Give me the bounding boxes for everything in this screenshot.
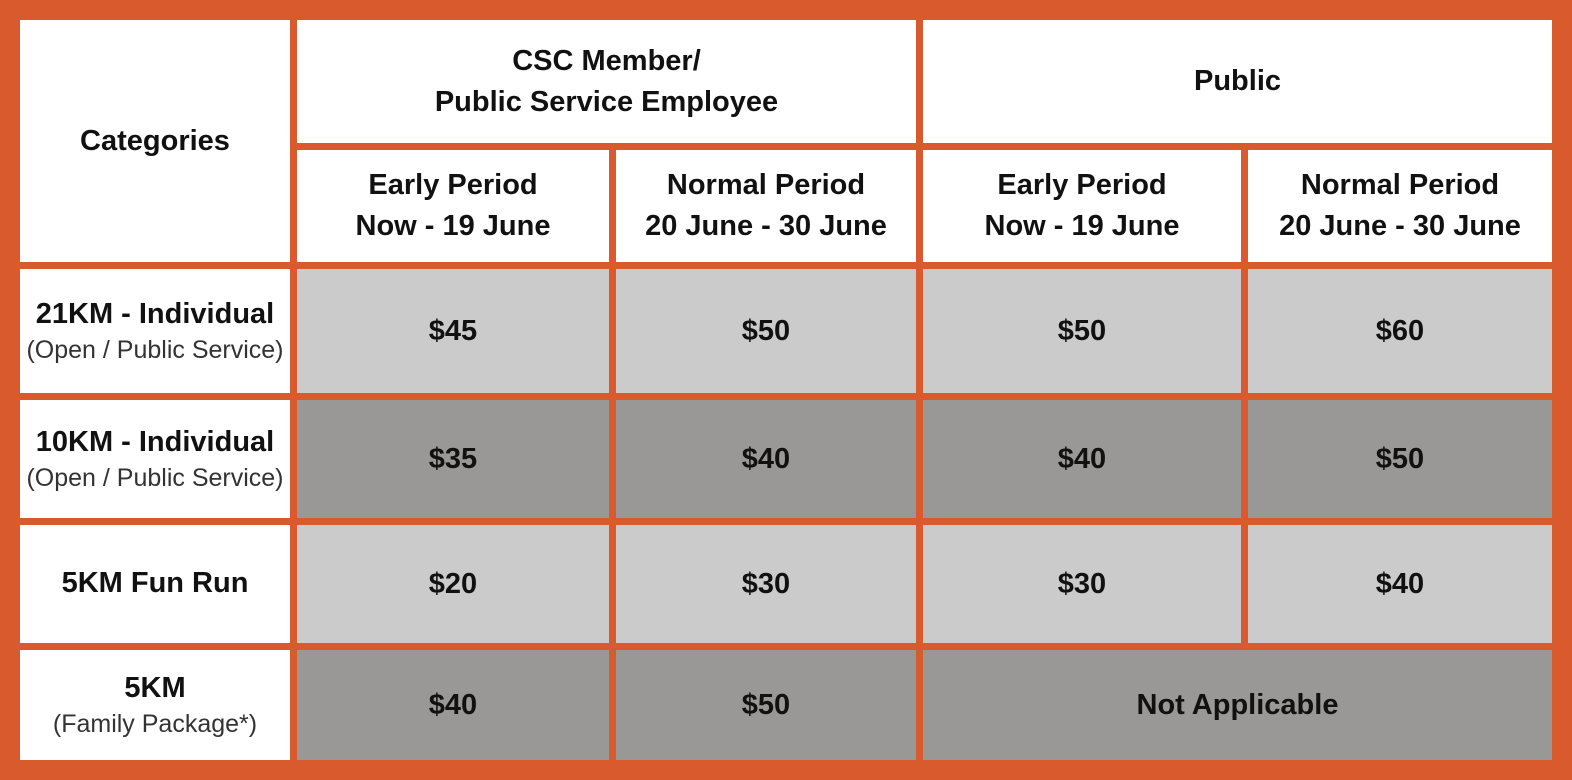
group-header-csc-member xyxy=(297,20,916,143)
category-subtitle: (Open / Public Service) xyxy=(26,336,284,365)
period-header-public-normal xyxy=(1248,150,1552,262)
price-cell xyxy=(297,650,609,760)
price-cell xyxy=(297,525,609,643)
price-value: $50 xyxy=(1057,314,1107,347)
price-cell xyxy=(1248,400,1552,518)
category-title: 21KM - Individual xyxy=(35,298,275,331)
period-name: Early Period xyxy=(997,169,1167,202)
price-cell xyxy=(1248,269,1552,393)
period-dates: Now - 19 June xyxy=(355,210,551,242)
categories-header-label: Categories xyxy=(80,124,230,157)
category-title: 5KM Fun Run xyxy=(61,567,249,600)
price-value: $50 xyxy=(1375,442,1425,475)
group-header-public-label: Public xyxy=(1193,65,1281,98)
price-value: $40 xyxy=(428,688,478,721)
price-cell xyxy=(923,269,1241,393)
period-header-public-early xyxy=(923,150,1241,262)
price-value: $50 xyxy=(741,688,791,721)
price-cell xyxy=(616,400,916,518)
price-value: $30 xyxy=(741,567,791,600)
period-name: Normal Period xyxy=(666,169,866,202)
period-dates: 20 June - 30 June xyxy=(645,210,887,242)
period-dates: 20 June - 30 June xyxy=(1279,210,1521,242)
price-cell xyxy=(616,269,916,393)
price-value: $40 xyxy=(1057,442,1107,475)
price-value: $50 xyxy=(741,314,791,347)
category-subtitle: (Family Package*) xyxy=(52,710,258,739)
category-cell-21km xyxy=(20,269,290,393)
category-cell-5km-fun-run xyxy=(20,525,290,643)
price-value: $40 xyxy=(1375,567,1425,600)
price-value: $45 xyxy=(428,314,478,347)
price-value: $35 xyxy=(428,442,478,475)
category-cell-10km xyxy=(20,400,290,518)
not-applicable-label: Not Applicable xyxy=(1136,688,1339,721)
price-cell xyxy=(616,650,916,760)
price-cell xyxy=(1248,525,1552,643)
category-cell-5km-family xyxy=(20,650,290,760)
price-cell xyxy=(297,400,609,518)
category-title: 10KM - Individual xyxy=(35,426,275,459)
price-cell xyxy=(297,269,609,393)
price-cell xyxy=(923,525,1241,643)
group-header-public xyxy=(923,20,1552,143)
period-name: Normal Period xyxy=(1300,169,1500,202)
price-value: $60 xyxy=(1375,314,1425,347)
group-header-csc-line1: CSC Member/ xyxy=(512,44,701,77)
price-cell xyxy=(616,525,916,643)
not-applicable-cell xyxy=(923,650,1552,760)
period-header-csc-normal xyxy=(616,150,916,262)
price-value: $20 xyxy=(428,567,478,600)
price-cell xyxy=(923,400,1241,518)
categories-header-cell xyxy=(20,20,290,262)
price-value: $40 xyxy=(741,442,791,475)
group-header-csc-line2: Public Service Employee xyxy=(434,85,779,118)
category-subtitle: (Open / Public Service) xyxy=(26,464,284,493)
category-title: 5KM xyxy=(124,672,186,705)
price-value: $30 xyxy=(1057,567,1107,600)
period-header-csc-early xyxy=(297,150,609,262)
period-name: Early Period xyxy=(368,169,538,202)
period-dates: Now - 19 June xyxy=(984,210,1180,242)
